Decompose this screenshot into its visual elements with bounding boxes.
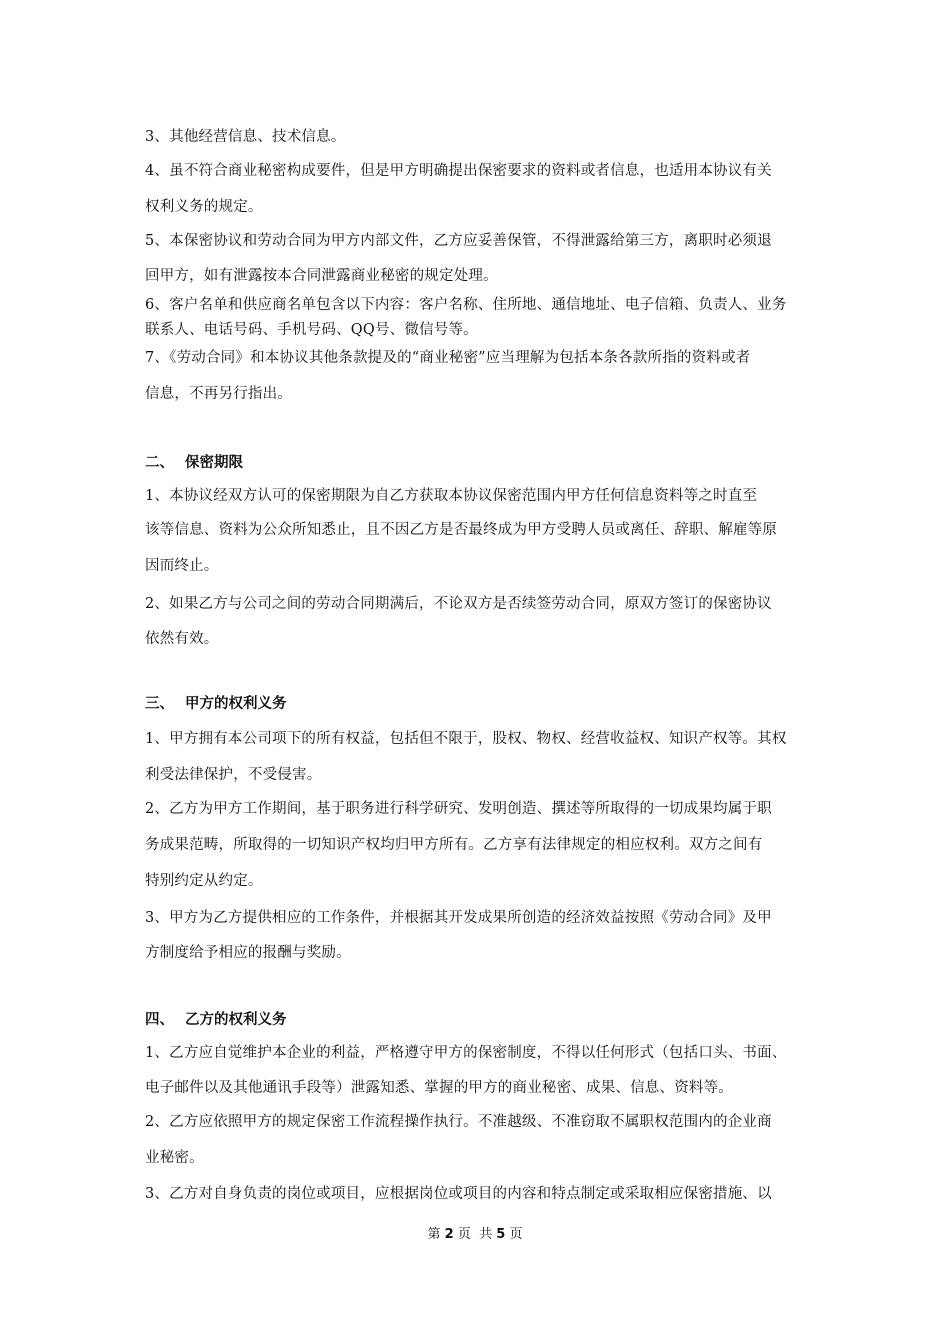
current-page-number: 2 [444, 1227, 454, 1242]
paragraph-line: 4、虽不符合商业秘密构成要件，但是甲方明确提出保密要求的资料或者信息，也适用本协议有关 [145, 163, 772, 179]
footer-prefix: 第 [427, 1227, 441, 1242]
paragraph-line: 务成果范畴，所取得的一切知识产权均归甲方所有。乙方享有法律规定的相应权利。双方之间有 [145, 837, 763, 853]
paragraph-line: 利受法律保护，不受侵害。 [145, 767, 322, 783]
paragraph-line: 1、甲方拥有本公司项下的所有权益，包括但不限于，股权、物权、经营收益权、知识产权等。其权 [145, 731, 787, 747]
paragraph-line: 2、乙方为甲方工作期间，基于职务进行科学研究、发明创造、撰述等所取得的一切成果均属于职 [145, 801, 772, 817]
section-title: 乙方的权利义务 [185, 1012, 287, 1028]
paragraph-line: 1、本协议经双方认可的保密期限为自乙方获取本协议保密范围内甲方任何信息资料等之时直至 [145, 488, 758, 504]
section-title: 甲方的权利义务 [185, 696, 287, 712]
paragraph-line: 特别约定从约定。 [145, 873, 263, 889]
paragraph-line: 6、客户名单和供应商名单包含以下内容：客户名称、住所地、通信地址、电子信箱、负责人、业务 [145, 297, 787, 313]
paragraph-line: 3、甲方为乙方提供相应的工作条件，并根据其开发成果所创造的经济效益按照《劳动合同》及甲 [145, 910, 772, 926]
footer-suffix: 页 [509, 1227, 523, 1242]
section-heading-3 [145, 694, 287, 714]
paragraph-line: 7、《劳动合同》和本协议其他条款提及的“商业秘密”应当理解为包括本条各款所指的资料或者 [145, 350, 751, 366]
paragraph-line: 回甲方，如有泄露按本合同泄露商业秘密的规定处理。 [145, 268, 498, 284]
paragraph-line: 因而终止。 [145, 558, 219, 574]
paragraph-line: 电子邮件以及其他通讯手段等）泄露知悉、掌握的甲方的商业秘密、成果、信息、资料等。 [145, 1080, 733, 1096]
section-number: 二、 [145, 455, 174, 471]
paragraph-line: 3、乙方对自身负责的岗位或项目，应根据岗位或项目的内容和特点制定或采取相应保密措施、以 [145, 1186, 772, 1202]
paragraph-line: 该等信息、资料为公众所知悉止，且不因乙方是否最终成为甲方受聘人员或离任、辞职、解雇等原 [145, 522, 778, 538]
paragraph-line: 权利义务的规定。 [145, 199, 263, 215]
page-footer [0, 1226, 950, 1244]
total-page-number: 5 [496, 1227, 506, 1242]
paragraph-line: 2、乙方应依照甲方的规定保密工作流程操作执行。不准越级、不准窃取不属职权范围内的企业商 [145, 1114, 772, 1130]
section-number: 四、 [145, 1012, 174, 1028]
paragraph-line: 1、乙方应自觉维护本企业的利益，严格遵守甲方的保密制度，不得以任何形式（包括口头、书面、 [145, 1045, 787, 1061]
paragraph-line: 方制度给予相应的报酬与奖励。 [145, 945, 351, 961]
section-heading-4 [145, 1010, 287, 1030]
paragraph-line: 信息，不再另行指出。 [145, 386, 292, 402]
paragraph-line: 5、本保密协议和劳动合同为甲方内部文件，乙方应妥善保管，不得泄露给第三方，离职时必须退 [145, 233, 772, 249]
footer-middle: 页 共 [457, 1227, 493, 1242]
section-number: 三、 [145, 696, 174, 712]
paragraph-line: 联系人、电话号码、手机号码、QQ号、微信号等。 [145, 322, 478, 338]
paragraph-line: 3、其他经营信息、技术信息。 [145, 129, 346, 145]
paragraph-line: 2、如果乙方与公司之间的劳动合同期满后，不论双方是否续签劳动合同，原双方签订的保密协议 [145, 596, 772, 612]
paragraph-line: 业秘密。 [145, 1150, 204, 1166]
section-title: 保密期限 [185, 455, 243, 471]
section-heading-2 [145, 453, 243, 473]
paragraph-line: 依然有效。 [145, 631, 219, 647]
